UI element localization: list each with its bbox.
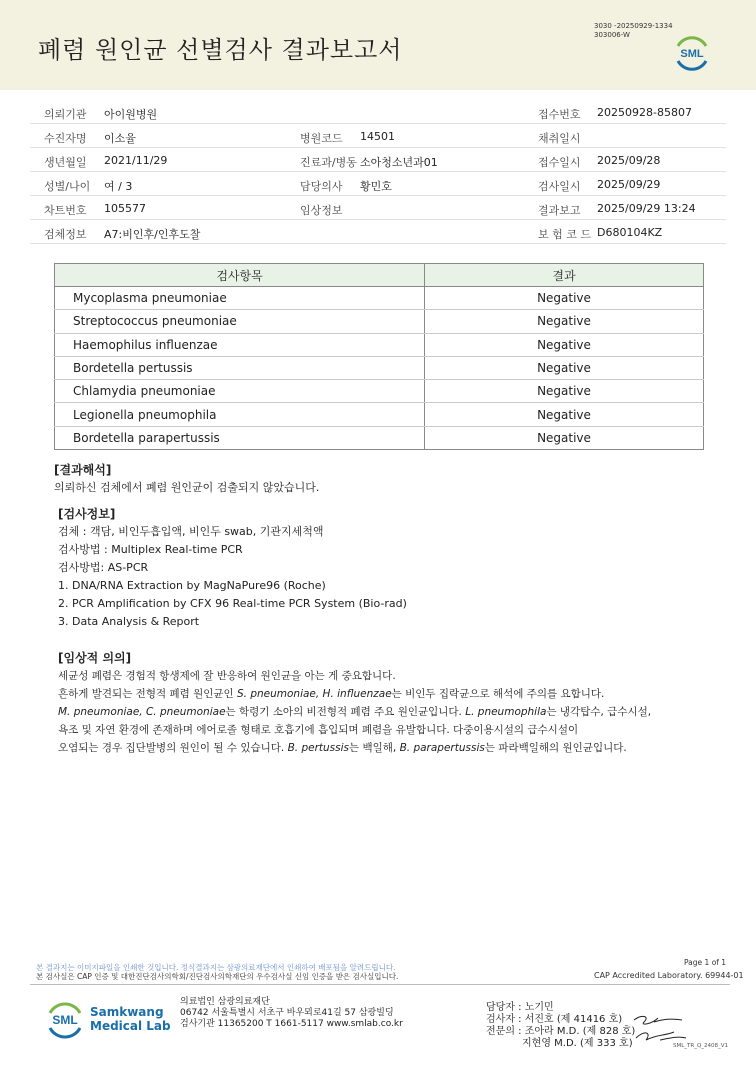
clinical-text: 오염되는 경우 집단발병의 원인이 될 수 있습니다. [58,742,288,754]
report-code-line1: 3030 -20250929-1334 [594,22,673,30]
result-item: Legionella pneumophila [55,403,425,426]
hospcode-label: 병원코드 [300,132,343,145]
staff-line: 지현영 M.D. (제 333 호) [522,1038,633,1049]
clinical-species: B. pertussis [287,742,349,754]
table-row [55,380,704,403]
patient-label: 수진자명 [44,132,87,145]
clinical-text: 흔하게 발견되는 전형적 폐렴 원인균인 [58,688,237,700]
hospcode-value: 14501 [360,130,395,143]
clinical-line-5 [58,739,651,757]
sml-logo-icon [672,34,712,72]
sml-logo-text: SML [680,48,704,60]
report-title: 폐렴 원인균 선별검사 결과보고서 [38,36,403,64]
result-value: Negative [425,287,704,310]
insurance-value: D680104KZ [597,226,663,239]
report-label: 결과보고 [538,204,581,217]
clinical-species: S. pneumoniae, H. influenzae [236,688,392,700]
clinical-line-2 [58,685,651,703]
report-code [594,22,673,40]
birth-label: 생년월일 [44,156,87,169]
collect-label: 채취일시 [538,132,581,145]
clinical-species: L. pneumophila [465,706,547,718]
result-item: Bordetella pertussis [55,356,425,379]
testdate-value: 2025/09/29 [597,178,661,191]
recdate-value: 2025/09/28 [597,154,661,167]
clinical-text: 는 파라백일해의 원인균입니다. [484,742,627,754]
sexage-value: 여 / 3 [104,180,133,193]
clinical-section [54,649,651,757]
table-row [55,356,704,379]
clinical-text: 는 비인두 집락균으로 해석에 주의를 요합니다. [391,688,605,700]
table-row [55,287,704,310]
receipt-label: 접수번호 [538,108,581,121]
results-header-row [55,264,704,287]
sexage-label: 성별/나이 [44,180,91,193]
result-item: Haemophilus influenzae [55,333,425,356]
report-code-line2: 303006-W [594,31,630,39]
staff-list [486,1002,635,1050]
clinical-label: 임상정보 [300,204,343,217]
signature-icon [630,1010,690,1046]
result-value: Negative [425,426,704,449]
result-value: Negative [425,310,704,333]
info-row-4 [30,172,726,196]
chart-value: 105577 [104,202,146,215]
footer-divider [30,984,730,985]
sml-logo-text: SML [52,1013,78,1027]
results-table [54,263,704,450]
address-line: 의료법인 삼광의료재단 [180,997,270,1007]
result-item: Bordetella parapertussis [55,426,425,449]
result-value: Negative [425,333,704,356]
accreditation-notice: 본 검사실은 CAP 인증 및 대한진단검사의학회/진단검사의학재단의 우수검사실 신임 인증을 받은 검사실입니다. [36,972,399,981]
doctor-value: 황민호 [360,180,392,193]
staff-line: 담당자 : 노기민 [486,1002,554,1013]
info-row-6 [30,220,726,244]
clinical-text: 는 학령기 소아의 비전형적 폐렴 주요 원인균입니다. [225,706,466,718]
test-info-line: 1. DNA/RNA Extraction by MagNaPure96 (Roche) [58,579,326,592]
sml-logo-icon [44,1000,86,1040]
test-info-line: 검체 : 객담, 비인두흡입액, 비인두 swab, 기관지세척액 [58,525,324,538]
result-value: Negative [425,403,704,426]
info-row-5 [30,196,726,220]
hospital-label: 의뢰기관 [44,108,87,121]
table-row [55,403,704,426]
hospital-value: 아이원병원 [104,108,158,121]
result-value: Negative [425,380,704,403]
clinical-text: 는 냉각탑수, 급수시설, [546,706,652,718]
clinical-species: M. pneumoniae, C. pneumoniae [58,706,226,718]
test-info-line: 검사방법: AS-PCR [58,561,149,574]
result-value: Negative [425,356,704,379]
print-notice: 본 결과지는 이미지파일을 인쇄한 것입니다. 정식결과지는 삼광의료재단에서 인쇄하여 배포됨을 알려드립니다. [36,963,396,972]
result-item: Mycoplasma pneumoniae [55,287,425,310]
specimen-value: A7:비인후/인후도찰 [104,228,201,241]
testdate-label: 검사일시 [538,180,581,193]
info-row-1 [30,100,726,124]
info-row-2 [30,124,726,148]
lab-address [180,997,403,1030]
table-row [55,310,704,333]
patient-value: 이소율 [104,132,136,145]
col-result-header: 결과 [425,264,704,287]
insurance-label: 보 험 코 드 [538,228,591,241]
form-code: SML_TR_Q_2408_V1 [673,1043,729,1049]
clinical-line-3 [58,703,651,721]
recdate-label: 접수일시 [538,156,581,169]
receipt-value: 20250928-85807 [597,106,692,119]
birth-value: 2021/11/29 [104,154,168,167]
report-value: 2025/09/29 13:24 [597,202,696,215]
test-info-line: 2. PCR Amplification by CFX 96 Real-time PCR System (Bio-rad) [58,597,407,610]
col-item-header: 검사항목 [55,264,425,287]
table-row [55,426,704,449]
report-header [0,0,756,90]
clinical-line-1: 세균성 폐렴은 경험적 항생제에 잘 반응하여 원인균을 아는 게 중요합니다. [58,670,396,682]
table-row [55,333,704,356]
staff-line: 전문의 : 조아라 M.D. (제 828 호) [486,1026,636,1037]
page-number: Page 1 of 1 [684,958,727,967]
chart-label: 차트번호 [44,204,87,217]
clinical-title: [임상적 의의] [58,651,132,665]
clinical-line-4: 욕조 및 자연 환경에 존재하며 에어로졸 형태로 호흡기에 흡입되며 폐렴을 유발합니다. 다중이용시설의 급수시설이 [58,724,579,736]
dept-label: 진료과/병동 [300,156,357,169]
doctor-label: 담당의사 [300,180,343,193]
result-item: Streptococcus pneumoniae [55,310,425,333]
test-info-section [54,505,407,631]
brand-name [90,1005,171,1033]
info-row-3 [30,148,726,172]
cap-accreditation: CAP Accredited Laboratory. 69944-01 [594,971,744,980]
specimen-label: 검체정보 [44,228,87,241]
test-info-line: 검사방법 : Multiplex Real-time PCR [58,543,243,556]
address-line: 06742 서울특별시 서초구 바우뫼로41길 57 삼광빌딩 [180,1008,394,1018]
interpretation-section [54,461,319,497]
interpretation-text: 의뢰하신 검체에서 폐렴 원인균이 검출되지 않았습니다. [54,481,320,494]
interpretation-title: [결과해석] [54,463,112,477]
dept-value: 소아청소년과01 [360,156,438,169]
result-item: Chlamydia pneumoniae [55,380,425,403]
address-line: 검사기관 11365200 T 1661-5117 www.smlab.co.kr [180,1019,403,1029]
clinical-text: 는 백일해, [348,742,400,754]
staff-line: 검사자 : 서진호 (제 41416 호) [486,1014,623,1025]
brand-line1: Samkwang [90,1005,164,1019]
clinical-species: B. parapertussis [399,742,485,754]
brand-line2: Medical Lab [90,1019,171,1033]
test-info-title: [검사정보] [58,507,116,521]
test-info-line: 3. Data Analysis & Report [58,615,200,628]
